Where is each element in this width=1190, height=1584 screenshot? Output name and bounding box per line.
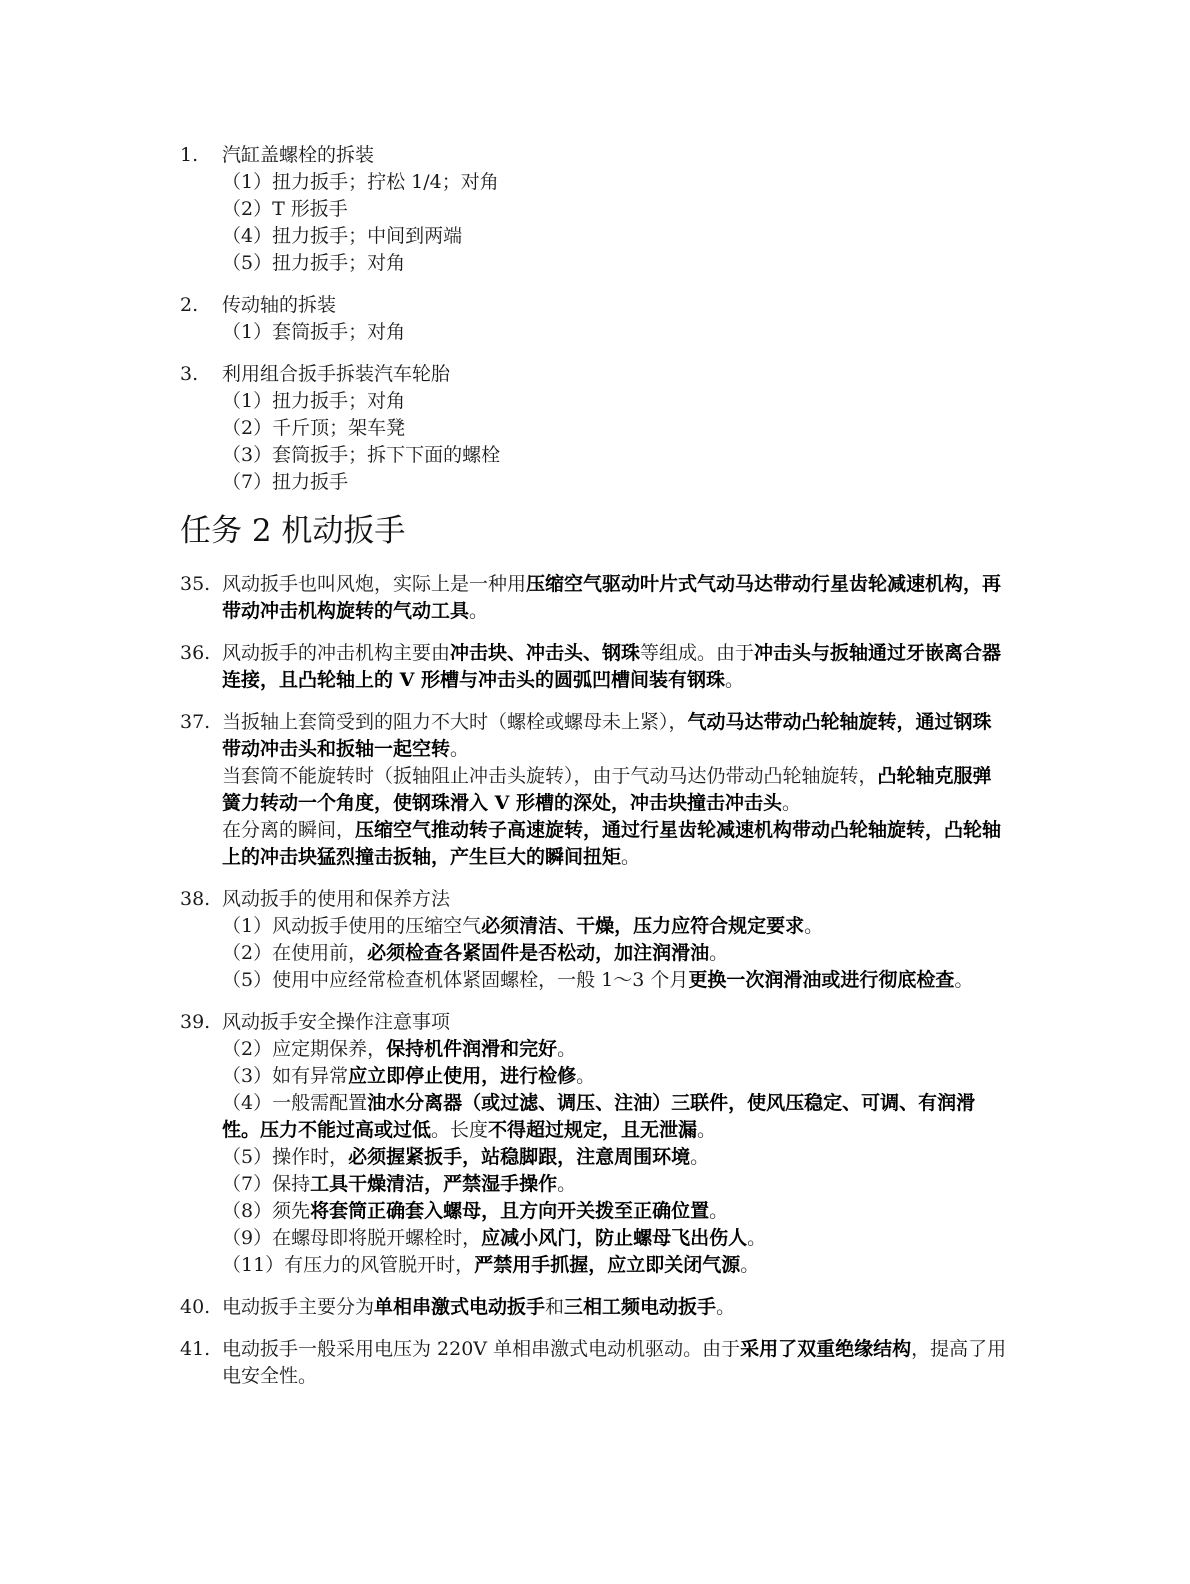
body-text: 。 bbox=[709, 942, 729, 964]
body-text: 。 bbox=[469, 600, 489, 622]
item-title: 汽缸盖螺栓的拆装 bbox=[222, 144, 375, 166]
paragraph-line bbox=[222, 571, 1010, 625]
list-item bbox=[180, 886, 1010, 994]
item-number: 41. bbox=[180, 1338, 211, 1360]
body-text: 。 bbox=[781, 792, 801, 814]
emphasis-text: 不得超过规定，且无泄漏 bbox=[488, 1119, 698, 1141]
emphasis-text: 必须握紧扳手，站稳脚跟，注意周围环境 bbox=[348, 1146, 691, 1168]
item-number: 1. bbox=[180, 144, 199, 166]
body-text: 。长度 bbox=[431, 1119, 489, 1141]
paragraph-line bbox=[222, 886, 1010, 913]
paragraph-line bbox=[222, 1225, 1010, 1252]
item-number: 36. bbox=[180, 642, 211, 664]
body-text: 。 bbox=[576, 1065, 596, 1087]
emphasis-text: 气动马达带动凸轮轴旋转，通过钢珠带动冲击头和扳轴一起空转 bbox=[222, 711, 992, 760]
list-item bbox=[180, 142, 1010, 277]
body-text: 风动扳手的使用和保养方法 bbox=[222, 888, 451, 910]
paragraph-line bbox=[222, 1063, 1010, 1090]
body-text: 和 bbox=[545, 1296, 565, 1318]
item-title: 利用组合扳手拆装汽车轮胎 bbox=[222, 363, 451, 385]
list-item bbox=[180, 571, 1010, 625]
list-item bbox=[180, 640, 1010, 694]
item-body bbox=[222, 886, 1010, 994]
item-number: 37. bbox=[180, 711, 211, 733]
section-1-list bbox=[180, 142, 1010, 496]
item-body bbox=[222, 640, 1010, 694]
body-text: 电动扳手主要分为 bbox=[222, 1296, 375, 1318]
emphasis-text: 压缩空气推动转子高速旋转，通过行星齿轮减速机构带动凸轮轴旋转，凸轮轴上的冲击块猛烈撞击扳轴，产生巨大的瞬间扭矩 bbox=[222, 819, 1002, 868]
body-text: （8）须先 bbox=[222, 1200, 311, 1222]
body-text: 风动扳手安全操作注意事项 bbox=[222, 1011, 451, 1033]
paragraph-line bbox=[222, 763, 1010, 817]
emphasis-text: 必须检查各紧固件是否松动，加注润滑油 bbox=[367, 942, 710, 964]
body-text: 。 bbox=[697, 1119, 717, 1141]
sub-item: （3）套筒扳手；拆下下面的螺栓 bbox=[222, 444, 501, 466]
sub-item: （5）扭力扳手；对角 bbox=[222, 252, 406, 274]
paragraph-line bbox=[222, 1036, 1010, 1063]
list-item bbox=[180, 1009, 1010, 1279]
list-item bbox=[180, 1294, 1010, 1321]
emphasis-text: 油水分离器（或过滤、调压、注油）三联件，使风压稳定、可调、有润滑性。压力不能过高或过低 bbox=[222, 1092, 976, 1141]
item-body bbox=[222, 142, 1010, 277]
item-body bbox=[222, 709, 1010, 871]
sub-item: （2）T 形扳手 bbox=[222, 198, 348, 220]
body-text: 电动扳手一般采用电压为 220V 单相串激式电动机驱动。由于 bbox=[222, 1338, 741, 1360]
item-title: 传动轴的拆装 bbox=[222, 294, 337, 316]
emphasis-text: 严禁用手抓握，应立即关闭气源 bbox=[474, 1254, 741, 1276]
paragraph-line bbox=[222, 1294, 1010, 1321]
item-number: 3. bbox=[180, 363, 199, 385]
emphasis-text: 更换一次润滑油或进行彻底检查 bbox=[688, 969, 955, 991]
sub-item: （1）扭力扳手；拧松 1/4；对角 bbox=[222, 171, 499, 193]
paragraph-line bbox=[222, 640, 1010, 694]
list-item bbox=[180, 361, 1010, 496]
body-text: 风动扳手的冲击机构主要由 bbox=[222, 642, 451, 664]
body-text: 。 bbox=[557, 1173, 577, 1195]
item-number: 35. bbox=[180, 573, 211, 595]
body-text: 。 bbox=[724, 669, 744, 691]
emphasis-text: 冲击块、冲击头、钢珠 bbox=[450, 642, 641, 664]
paragraph-line bbox=[222, 709, 1010, 763]
body-text: （4）一般需配置 bbox=[222, 1092, 368, 1114]
paragraph-line bbox=[222, 940, 1010, 967]
paragraph-line bbox=[222, 1198, 1010, 1225]
item-body bbox=[222, 571, 1010, 625]
body-text: （3）如有异常 bbox=[222, 1065, 349, 1087]
paragraph-line bbox=[222, 1090, 1010, 1144]
paragraph-line bbox=[222, 967, 1010, 994]
item-body bbox=[222, 1294, 1010, 1321]
section-2-list bbox=[180, 571, 1010, 1390]
item-number: 40. bbox=[180, 1296, 211, 1318]
sub-item: （1）套筒扳手；对角 bbox=[222, 321, 406, 343]
body-text: 。 bbox=[709, 1200, 729, 1222]
sub-item: （7）扭力扳手 bbox=[222, 471, 349, 493]
list-item bbox=[180, 292, 1010, 346]
emphasis-text: 将套筒正确套入螺母，且方向开关拨至正确位置 bbox=[310, 1200, 710, 1222]
body-text: 当扳轴上套筒受到的阻力不大时（螺栓或螺母未上紧）， bbox=[222, 711, 688, 733]
body-text: 。 bbox=[450, 738, 470, 760]
emphasis-text: 保持机件润滑和完好 bbox=[386, 1038, 558, 1060]
body-text: 等组成。由于 bbox=[640, 642, 755, 664]
body-text: （1）风动扳手使用的压缩空气 bbox=[222, 915, 482, 937]
body-text: 。 bbox=[747, 1227, 767, 1249]
body-text: （11）有压力的风管脱开时， bbox=[222, 1254, 475, 1276]
body-text: （5）使用中应经常检查机体紧固螺栓，一般 1～3 个月 bbox=[222, 969, 689, 991]
list-item bbox=[180, 1336, 1010, 1390]
item-body bbox=[222, 292, 1010, 346]
item-body bbox=[222, 361, 1010, 496]
list-item bbox=[180, 709, 1010, 871]
paragraph-line bbox=[222, 1336, 1010, 1390]
section-heading: 任务 2 机动扳手 bbox=[180, 513, 406, 549]
sub-item: （2）千斤顶；架车凳 bbox=[222, 417, 406, 439]
body-text: （2）在使用前， bbox=[222, 942, 368, 964]
item-body bbox=[222, 1336, 1010, 1390]
emphasis-text: 冲击头与扳轴通过牙嵌离合器连接，且凸轮轴上的 V 形槽与冲击头的圆弧凹槽间装有钢珠 bbox=[222, 642, 1002, 691]
paragraph-line bbox=[222, 817, 1010, 871]
body-text: 。 bbox=[954, 969, 974, 991]
emphasis-text: 应减小风门，防止螺母飞出伤人 bbox=[481, 1227, 748, 1249]
body-text: 。 bbox=[804, 915, 824, 937]
emphasis-text: 凸轮轴克服弹簧力转动一个角度，使钢珠滑入 V 形槽的深处，冲击块撞击冲击头 bbox=[222, 765, 992, 814]
emphasis-text: 压缩空气驱动叶片式气动马达带动行星齿轮减速机构，再带动冲击机构旋转的气动工具 bbox=[222, 573, 1002, 622]
paragraph-line bbox=[222, 1252, 1010, 1279]
item-body bbox=[222, 1009, 1010, 1279]
body-text: 。 bbox=[557, 1038, 577, 1060]
emphasis-text: 采用了双重绝缘结构 bbox=[740, 1338, 912, 1360]
body-text: 。 bbox=[716, 1296, 736, 1318]
paragraph-line bbox=[222, 913, 1010, 940]
body-text: 风动扳手也叫风炮，实际上是一种用 bbox=[222, 573, 527, 595]
emphasis-text: 必须清洁、干燥，压力应符合规定要求 bbox=[481, 915, 805, 937]
item-number: 38. bbox=[180, 888, 211, 910]
item-number: 2. bbox=[180, 294, 199, 316]
body-text: 。 bbox=[740, 1254, 760, 1276]
paragraph-line bbox=[222, 1009, 1010, 1036]
item-number: 39. bbox=[180, 1011, 211, 1033]
paragraph-line bbox=[222, 1144, 1010, 1171]
body-text: 。 bbox=[621, 846, 641, 868]
paragraph-line bbox=[222, 1171, 1010, 1198]
body-text: （7）保持 bbox=[222, 1173, 311, 1195]
body-text: 在分离的瞬间， bbox=[222, 819, 356, 841]
sub-item: （4）扭力扳手；中间到两端 bbox=[222, 225, 463, 247]
emphasis-text: 三相工频电动扳手 bbox=[564, 1296, 717, 1318]
body-text: （9）在螺母即将脱开螺栓时， bbox=[222, 1227, 482, 1249]
body-text: （2）应定期保养， bbox=[222, 1038, 387, 1060]
emphasis-text: 工具干燥清洁，严禁湿手操作 bbox=[310, 1173, 558, 1195]
sub-item: （1）扭力扳手；对角 bbox=[222, 390, 406, 412]
body-text: 。 bbox=[690, 1146, 710, 1168]
emphasis-text: 应立即停止使用，进行检修 bbox=[348, 1065, 577, 1087]
body-text: 当套筒不能旋转时（扳轴阻止冲击头旋转），由于气动马达仍带动凸轮轴旋转， bbox=[222, 765, 878, 787]
body-text: （5）操作时， bbox=[222, 1146, 349, 1168]
body-text: ，提高了用电安全性。 bbox=[222, 1338, 1007, 1387]
emphasis-text: 单相串激式电动扳手 bbox=[374, 1296, 546, 1318]
